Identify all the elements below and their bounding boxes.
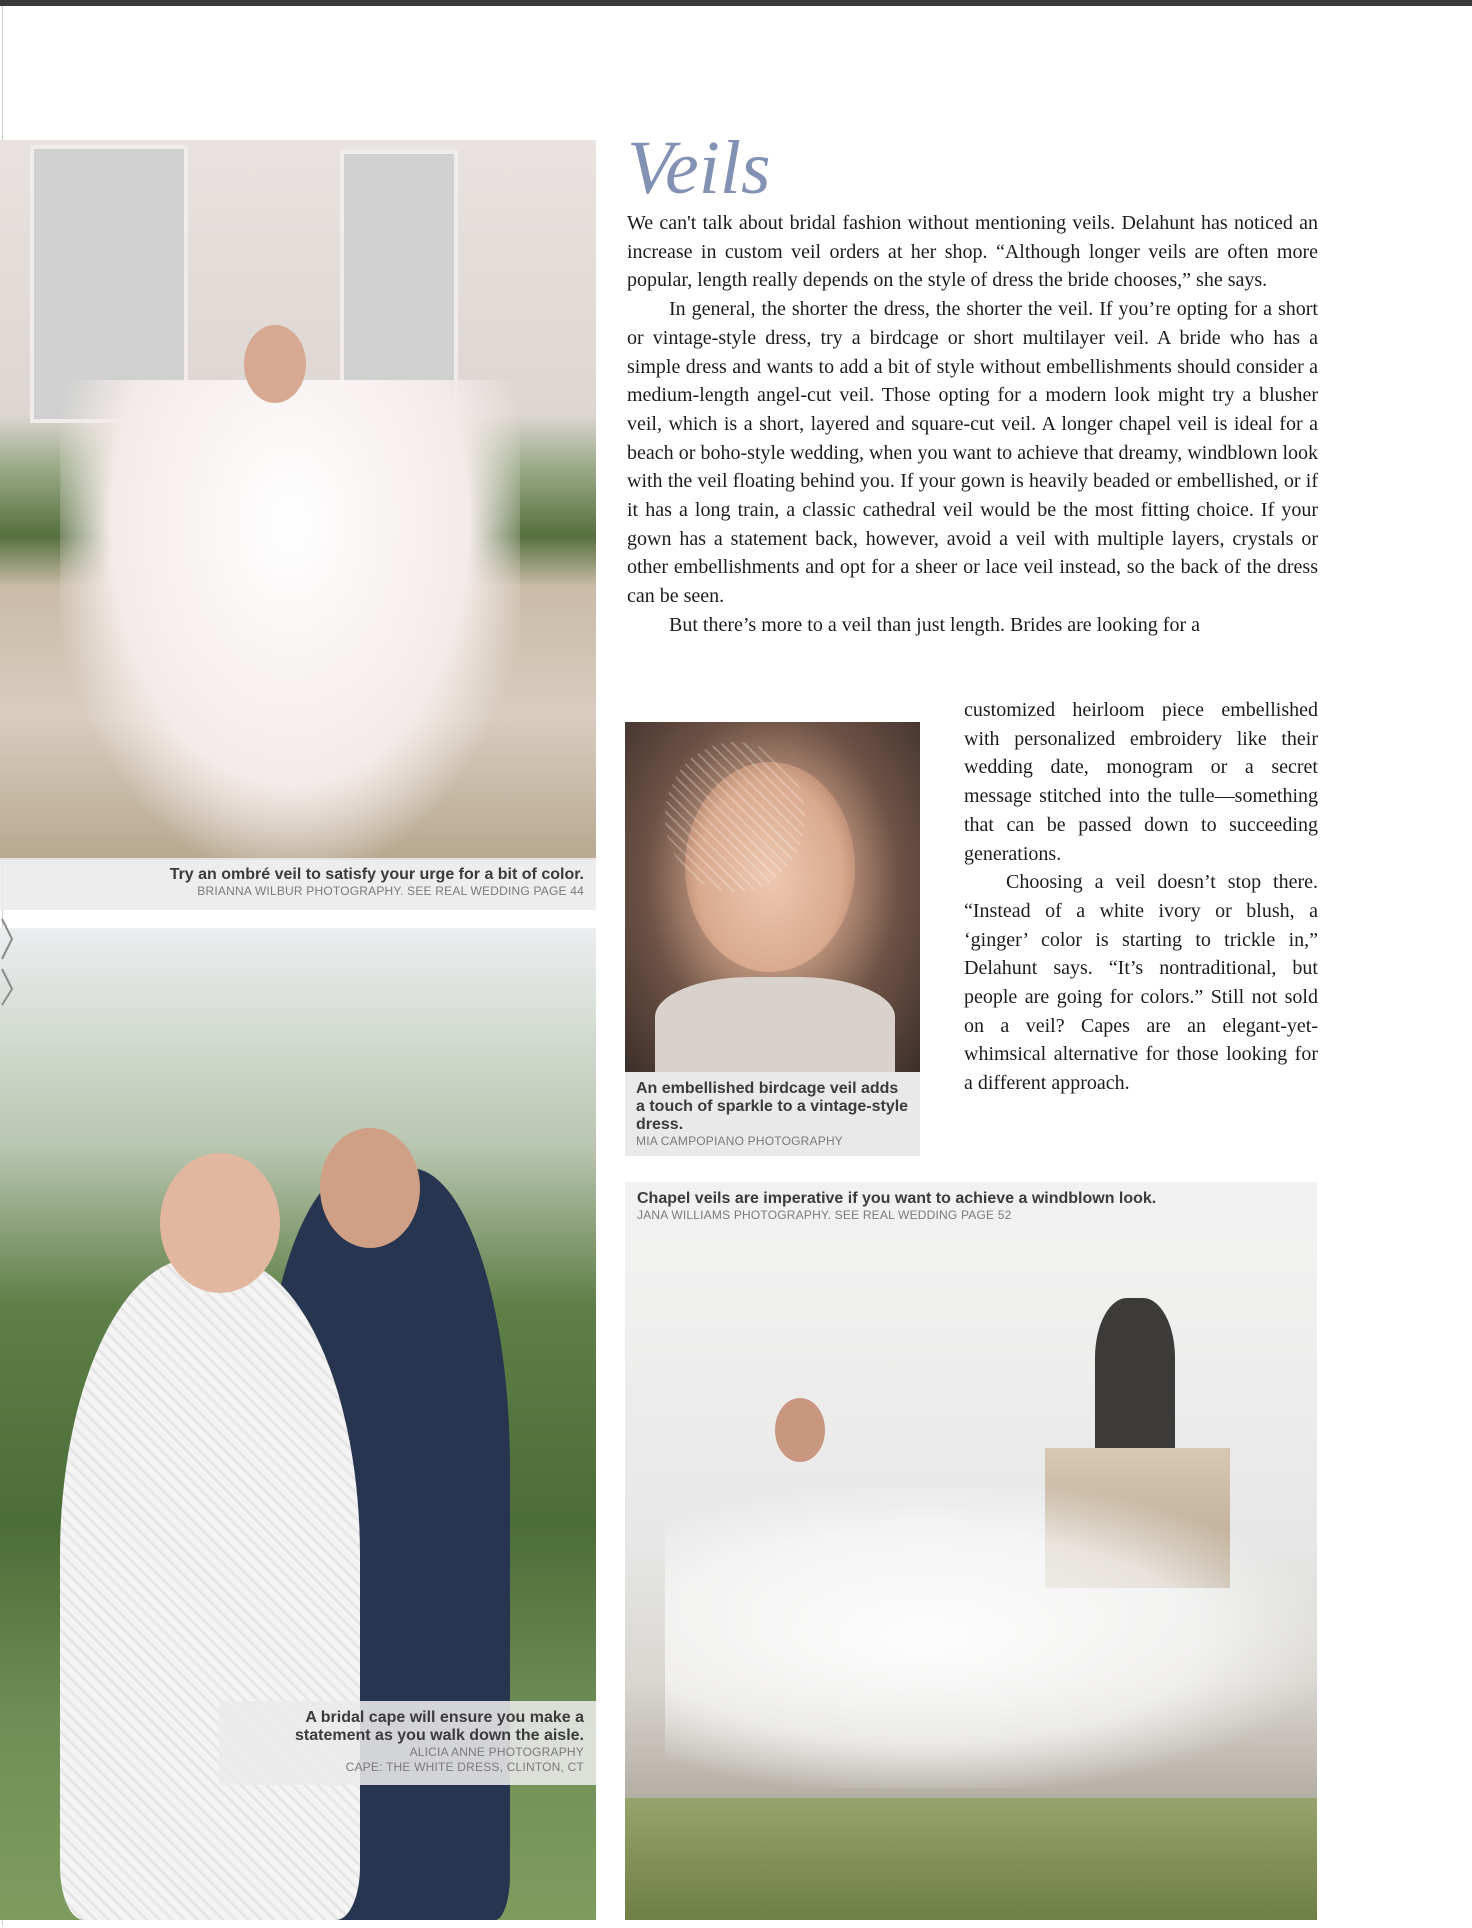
article-paragraph: In general, the shorter the dress, the shorter the veil. If you’re opting for a short or vintage-style dress, try a birdcage or short multilayer veil. A bride who has a simple dress and wants to add a bit of style without embellishments should consider a medium-length angel-cut veil. Those opting for a modern look might try a blusher veil, which is a short, layered and square-cut veil. A longer chapel veil is ideal for a beach or boho-style wedding, when you want to achieve that dreamy, windblown look with the veil floating behind you. If your gown is heavily beaded or embellished, or if it has a long train, a classic cathedral veil would be the most fitting choice. If your gown has a statement back, however, avoid a veil with multiple layers, crystals or other embellishments and opt for a sheer or lace veil instead, so the back of the dress can be seen. <box>627 298 1318 608</box>
bride-head <box>775 1398 825 1462</box>
caption-ombre-title: Try an ombré veil to satisfy your urge for a bit of color. <box>169 866 584 883</box>
article-paragraph: Choosing a veil doesn’t stop there. “Instead of a white ivory or blush, a ‘ginger’ color is starting to trickle in,” Delahunt says. “It’s nontraditional, but people are going for colors.” Still not sold on a veil? Capes are an elegant-yet-whimsical alternative for those looking for a different approach. <box>964 871 1318 1095</box>
caption-chapel <box>625 1182 1317 1238</box>
flowing-veil <box>665 1488 1317 1788</box>
caption-ombre <box>0 858 596 910</box>
lighthouse-lantern <box>1095 1298 1175 1448</box>
paperclip-icon <box>0 915 14 1009</box>
caption-cape-title-line1: A bridal cape will ensure you make a <box>305 1709 584 1726</box>
caption-chapel-title: Chapel veils are imperative if you want to achieve a windblown look. <box>637 1190 1157 1207</box>
bride-cape-figure <box>60 1258 360 1920</box>
caption-birdcage <box>625 1072 920 1156</box>
article-paragraph: But there’s more to a veil than just length. Brides are looking for a <box>669 613 1200 636</box>
birdcage-veil <box>665 742 805 892</box>
caption-cape-credit2: CAPE: THE WHITE DRESS, CLINTON, CT <box>345 1760 584 1774</box>
article-body-column <box>964 696 1318 1098</box>
article-body-main <box>627 209 1318 640</box>
article-paragraph: We can't talk about bridal fashion without mentioning veils. Delahunt has noticed an increase in custom veil orders at her shop. “Although longer veils are often more popular, length really depends on the style of dress the bride chooses,” she says. <box>627 212 1318 292</box>
photo-chapel-veil-lighthouse <box>625 1238 1317 1920</box>
caption-cape <box>219 1701 596 1785</box>
bride-head <box>244 325 306 403</box>
caption-cape-title-line2: statement as you walk down the aisle. <box>295 1727 584 1744</box>
caption-birdcage-credit: MIA CAMPOPIANO PHOTOGRAPHY <box>636 1134 844 1148</box>
caption-chapel-credit: JANA WILLIAMS PHOTOGRAPHY. SEE REAL WEDDING PAGE 52 <box>637 1208 1012 1222</box>
photo-ombre-veil-bride <box>0 140 596 860</box>
article-heading: Veils <box>627 126 771 210</box>
caption-birdcage-title: An embellished birdcage veil adds a touch of sparkle to a vintage-style dress. <box>636 1080 909 1133</box>
caption-ombre-credit: BRIANNA WILBUR PHOTOGRAPHY. SEE REAL WEDDING PAGE 44 <box>197 884 584 898</box>
article-paragraph: customized heirloom piece embellished with personalized embroidery like their wedding date, monogram or a secret message stitched into the tulle—something that can be passed down to succeeding generations. <box>964 699 1318 865</box>
bride-head <box>160 1153 280 1293</box>
photo-birdcage-veil <box>625 722 920 1072</box>
bride-figure <box>60 380 520 860</box>
caption-cape-credit: ALICIA ANNE PHOTOGRAPHY <box>409 1745 584 1759</box>
grass <box>625 1798 1317 1920</box>
groom-head <box>320 1128 420 1248</box>
dress-neckline <box>655 977 895 1072</box>
